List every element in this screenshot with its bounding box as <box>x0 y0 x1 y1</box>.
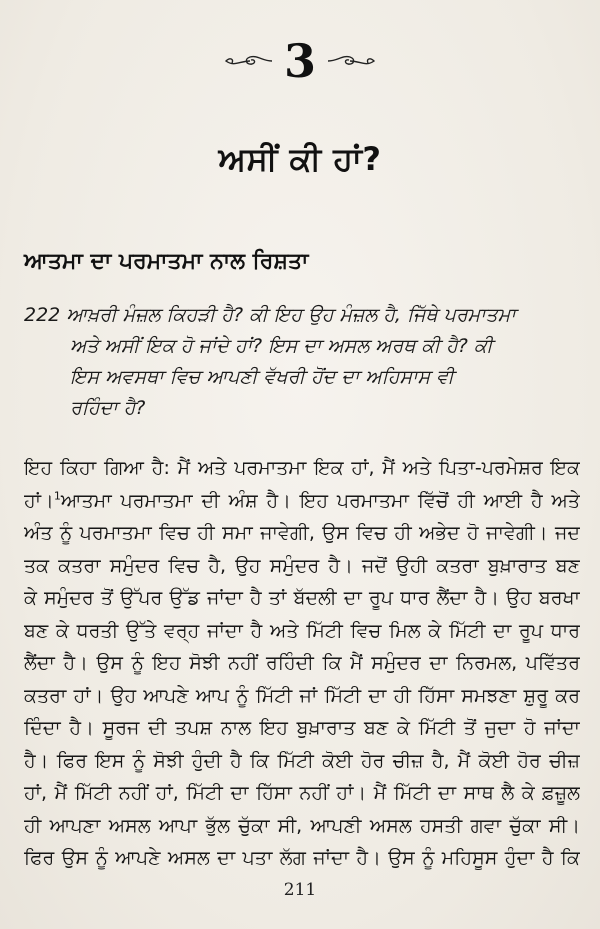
section-heading: ਆਤਮਾ ਦਾ ਪਰਮਾਤਮਾ ਨਾਲ ਰਿਸ਼ਤਾ <box>24 249 309 274</box>
answer-line-2 <box>24 485 580 518</box>
answer-line-4: ਤਕ ਕਤਰਾ ਸਮੁੰਦਰ ਵਿਚ ਹੈ, ਉਹ ਸਮੁੰਦਰ ਹੈ। ਜਦੋਂ ਉਹੀ ਕਤਰਾ ਬੁਖ਼ਾਰਾਤ ਬਣ <box>24 554 580 577</box>
answer-line-9: ਦਿੰਦਾ ਹੈ। ਸੂਰਜ ਦੀ ਤਪਸ਼ ਨਾਲ ਇਹ ਬੁਖ਼ਾਰਾਤ ਬਣ ਕੇ ਮਿੱਟੀ ਤੋਂ ਜੁਦਾ ਹੋ ਜਾਂਦਾ <box>24 717 580 739</box>
chapter-number: 3 <box>283 34 316 88</box>
answer-line-6: ਬਣ ਕੇ ਧਰਤੀ ਉੱਤੇ ਵਰ੍ਹ ਜਾਂਦਾ ਹੈ ਅਤੇ ਮਿੱਟੀ ਵਿਚ ਮਿਲ ਕੇ ਮਿੱਟੀ ਦਾ ਰੂਪ ਧਾਰ <box>24 619 580 642</box>
answer-line-12: ਹੀ ਆਪਣਾ ਅਸਲ ਆਪਾ ਭੁੱਲ ਚੁੱਕਾ ਸੀ, ਆਪਣੀ ਅਸਲ ਹਸਤੀ ਗਵਾ ਚੁੱਕਾ ਸੀ। <box>24 814 580 837</box>
question-block <box>24 300 580 424</box>
footnote-marker: 1 <box>53 489 61 503</box>
question-line-2: ਅਤੇ ਅਸੀਂ ਇਕ ਹੋ ਜਾਂਦੇ ਹਾਂ? ਇਸ ਦਾ ਅਸਲ ਅਰਥ ਕੀ ਹੈ? ਕੀ <box>70 335 493 357</box>
page-number: 211 <box>283 880 317 900</box>
answer-line-1: ਇਹ ਕਿਹਾ ਗਿਆ ਹੈ: ਮੈਂ ਅਤੇ ਪਰਮਾਤਮਾ ਇਕ ਹਾਂ, ਮੈਂ ਅਤੇ ਪਿਤਾ-ਪਰਮੇਸ਼ਰ ਇਕ <box>24 457 580 479</box>
answer-line-7: ਲੈਂਦਾ ਹੈ। ਉਸ ਨੂੰ ਇਹ ਸੋਝੀ ਨਹੀਂ ਰਹਿੰਦੀ ਕਿ ਮੈਂ ਸਮੁੰਦਰ ਦਾ ਨਿਰਮਲ, ਪਵਿੱਤਰ <box>24 652 580 674</box>
question-line-1 <box>24 300 580 331</box>
answer-line-2-start: ਹਾਂ। <box>24 489 54 512</box>
question-number: 222 <box>24 304 61 326</box>
right-ornament-icon <box>326 51 378 71</box>
answer-line-3: ਅੰਤ ਨੂੰ ਪਰਮਾਤਮਾ ਵਿਚ ਹੀ ਸਮਾ ਜਾਵੇਗੀ, ਉਸ ਵਿਚ ਹੀ ਅਭੇਦ ਹੋ ਜਾਵੇਗੀ। ਜਦ <box>24 522 580 544</box>
left-ornament-icon <box>222 51 274 71</box>
question-line-4: ਰਹਿੰਦਾ ਹੈ? <box>70 397 146 419</box>
answer-line-10: ਹੈ। ਫਿਰ ਇਸ ਨੂੰ ਸੋਝੀ ਹੁੰਦੀ ਹੈ ਕਿ ਮਿੱਟੀ ਕੋਈ ਹੋਰ ਚੀਜ਼ ਹੈ, ਮੈਂ ਕੋਈ ਹੋਰ ਚੀਜ਼ <box>24 749 580 772</box>
answer-line-8: ਕਤਰਾ ਹਾਂ। ਉਹ ਆਪਣੇ ਆਪ ਨੂੰ ਮਿੱਟੀ ਜਾਂ ਮਿੱਟੀ ਦਾ ਹੀ ਹਿੱਸਾ ਸਮਝਣਾ ਸ਼ੁਰੂ ਕਰ <box>24 684 580 707</box>
answer-paragraph <box>24 452 580 875</box>
chapter-header <box>0 34 600 88</box>
answer-line-5: ਕੇ ਸਮੁੰਦਰ ਤੋਂ ਉੱਪਰ ਉੱਡ ਜਾਂਦਾ ਹੈ ਤਾਂ ਬੱਦਲੀ ਦਾ ਰੂਪ ਧਾਰ ਲੈਂਦਾ ਹੈ। ਉਹ ਬਰਖਾ <box>24 587 580 609</box>
question-line-3: ਇਸ ਅਵਸਥਾ ਵਿਚ ਆਪਣੀ ਵੱਖਰੀ ਹੋਂਦ ਦਾ ਅਹਿਸਾਸ ਵੀ <box>70 366 454 388</box>
answer-line-2-rest: ਆਤਮਾ ਪਰਮਾਤਮਾ ਦੀ ਅੰਸ਼ ਹੈ। ਇਹ ਪਰਮਾਤਮਾ ਵਿੱਚੋਂ ਹੀ ਆਈ ਹੈ ਅਤੇ <box>60 489 580 512</box>
chapter-title: ਅਸੀਂ ਕੀ ਹਾਂ? <box>218 140 382 178</box>
question-text: ਆਖ਼ਰੀ ਮੰਜ਼ਲ ਕਿਹੜੀ ਹੈ? ਕੀ ਇਹ ਉਹ ਮੰਜ਼ਲ ਹੈ, ਜਿੱਥੇ ਪਰਮਾਤਮਾ <box>66 304 516 326</box>
answer-line-13: ਫਿਰ ਉਸ ਨੂੰ ਆਪਣੇ ਅਸਲ ਦਾ ਪਤਾ ਲੱਗ ਜਾਂਦਾ ਹੈ। ਉਸ ਨੂੰ ਮਹਿਸੂਸ ਹੁੰਦਾ ਹੈ ਕਿ <box>24 847 580 869</box>
answer-line-11: ਹਾਂ, ਮੈਂ ਮਿੱਟੀ ਨਹੀਂ ਹਾਂ, ਮਿੱਟੀ ਦਾ ਹਿੱਸਾ ਨਹੀਂ ਹਾਂ। ਮੈਂ ਮਿੱਟੀ ਦਾ ਸਾਥ ਲੈ ਕੇ ਫ਼ਜ਼ੂਲ <box>24 782 580 804</box>
